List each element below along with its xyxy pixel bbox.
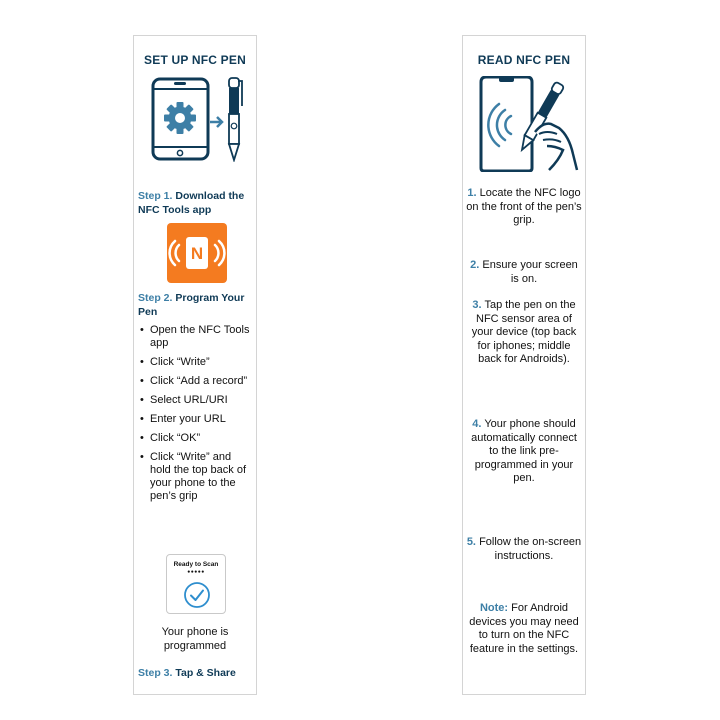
read-step-text: Locate the NFC logo on the front of the pen’s grip.: [466, 187, 582, 226]
read-step-number: 1.: [467, 187, 477, 199]
nfc-tools-app-icon: [167, 223, 227, 283]
check-circle-icon: [183, 581, 211, 609]
list-item: • Click “Write” and hold the top back of your phone to the pen’s grip: [138, 451, 254, 503]
read-step-text: Tap the pen on the NFC sensor area of your device (top back for iphones; middle back for Androids).: [471, 299, 577, 365]
hand-pen-phone-icon: [473, 76, 579, 172]
program-steps-list: [138, 324, 254, 509]
list-item: • Click “Add a record”: [138, 375, 254, 388]
step3-text: Tap & Share: [175, 667, 236, 679]
step1-text: Download the NFC Tools app: [138, 190, 245, 216]
read-step-text: Your phone should automatically connect to the link pre-programmed in your pen.: [471, 418, 577, 484]
read-title: READ NFC PEN: [477, 53, 571, 67]
read-step-number: 2.: [470, 259, 480, 271]
list-item: • Open the NFC Tools app: [138, 324, 254, 350]
note-text: For Android devices you may need to turn on the NFC feature in the settings.: [469, 602, 579, 655]
read-step-text: Follow the on-screen instructions.: [479, 536, 582, 562]
phone-gear-pen-icon: [148, 76, 248, 162]
ready-to-scan-dialog: [166, 554, 226, 614]
android-note: [466, 602, 582, 656]
step3-heading: [138, 666, 252, 680]
scan-title: Ready to Scan: [173, 561, 219, 568]
scan-dots: ●●●●●: [187, 569, 205, 575]
step3-number: Step 3.: [138, 667, 173, 679]
list-item: • Click “OK”: [138, 432, 254, 445]
step2-text: Program Your Pen: [138, 292, 245, 318]
step1-number: Step 1.: [138, 190, 173, 202]
read-step-number: 5.: [466, 536, 476, 548]
read-card: [462, 35, 586, 695]
read-step-5: [466, 536, 582, 563]
list-item: • Select URL/URI: [138, 394, 254, 407]
note-label: Note:: [479, 602, 509, 614]
read-step-number: 3.: [472, 299, 482, 311]
nfc-logo-icon: [167, 223, 227, 283]
programmed-caption: Your phone is programmed: [161, 626, 229, 652]
step1-heading: [138, 189, 252, 217]
read-step-1: [466, 187, 582, 228]
setup-card: [133, 35, 257, 695]
list-item: • Click “Write”: [138, 356, 254, 369]
step2-number: Step 2.: [138, 292, 173, 304]
read-step-number: 4.: [472, 418, 482, 430]
list-item: • Enter your URL: [138, 413, 254, 426]
app-icon-letter: N: [190, 244, 204, 263]
read-step-3: [466, 299, 582, 367]
read-step-4: [466, 418, 582, 486]
step2-heading: [138, 291, 252, 319]
read-step-text: Ensure your screen is on.: [482, 259, 578, 285]
setup-title: SET UP NFC PEN: [144, 53, 246, 67]
read-step-2: [466, 259, 582, 286]
